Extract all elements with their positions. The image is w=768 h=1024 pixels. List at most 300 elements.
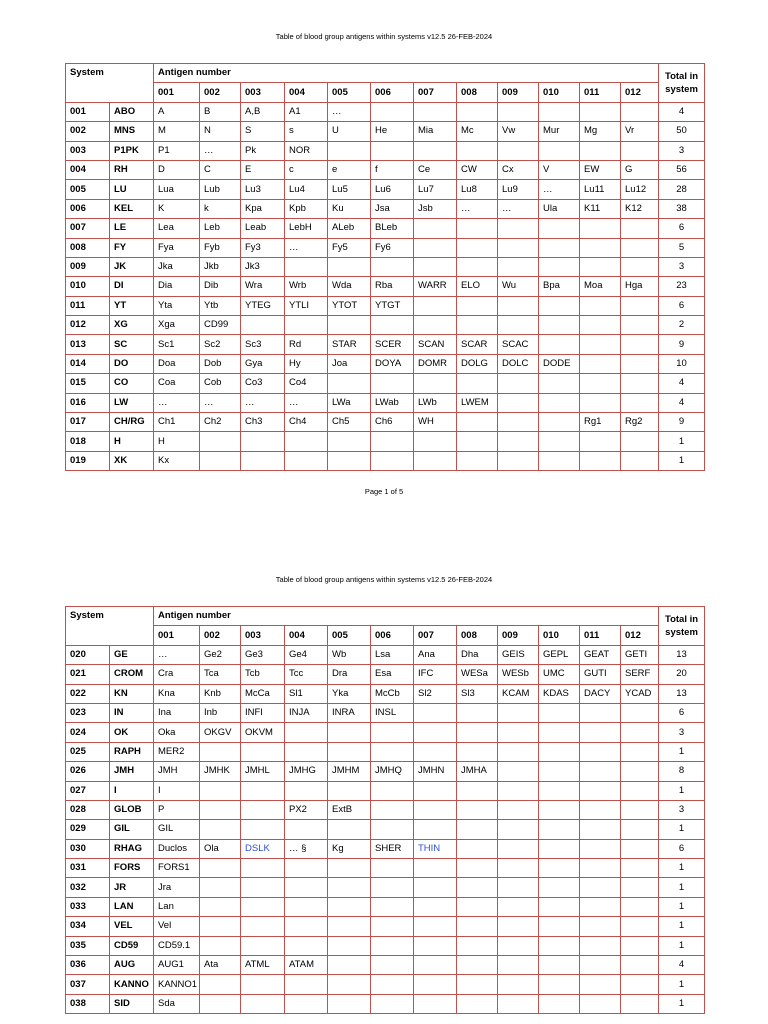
antigen-cell (580, 994, 621, 1013)
antigen-cell: LWab (371, 393, 414, 412)
antigen-cell: k (200, 199, 241, 218)
antigen-cell (328, 859, 371, 878)
antigen-cell (371, 994, 414, 1013)
antigen-cell: KCAM (498, 684, 539, 703)
antigen-cell (457, 820, 498, 839)
antigen-number-header: 001 (154, 626, 200, 645)
antigen-cell (285, 781, 328, 800)
antigen-cell: GEAT (580, 645, 621, 664)
antigen-cell: Tca (200, 665, 241, 684)
table-row (66, 684, 705, 703)
antigen-cell (621, 393, 659, 412)
antigen-cell: JMHG (285, 762, 328, 781)
antigen-cell (200, 936, 241, 955)
antigen-cell: THIN (414, 839, 457, 858)
antigen-cell (621, 374, 659, 393)
system-number: 018 (66, 432, 110, 451)
antigen-cell (414, 994, 457, 1013)
antigen-cell: ExtB (328, 800, 371, 819)
antigen-cell (539, 975, 580, 994)
antigen-cell (328, 956, 371, 975)
total-in-system: 2 (659, 316, 705, 335)
table-row (66, 451, 705, 470)
system-symbol: FY (110, 238, 154, 257)
antigen-cell (328, 141, 371, 160)
antigen-cell (414, 897, 457, 916)
antigen-cell: GUTI (580, 665, 621, 684)
total-in-system: 1 (659, 432, 705, 451)
antigen-cell (241, 820, 285, 839)
antigen-cell: Fyb (200, 238, 241, 257)
system-symbol: GE (110, 645, 154, 664)
antigen-cell: A,B (241, 102, 285, 121)
system-symbol: RH (110, 160, 154, 179)
antigen-cell (580, 451, 621, 470)
total-in-system: 20 (659, 665, 705, 684)
antigen-cell: Gya (241, 354, 285, 373)
antigen-cell (285, 975, 328, 994)
antigen-cell: Ge3 (241, 645, 285, 664)
antigen-cell (498, 820, 539, 839)
antigen-cell (241, 451, 285, 470)
antigen-cell (414, 956, 457, 975)
total-in-system: 8 (659, 762, 705, 781)
antigen-cell: V (539, 160, 580, 179)
antigen-number-header: 002 (200, 626, 241, 645)
antigen-cell (414, 936, 457, 955)
antigen-cell (457, 917, 498, 936)
antigen-cell (241, 878, 285, 897)
antigen-cell (457, 723, 498, 742)
page-footer: Page 1 of 5 (364, 487, 404, 496)
antigen-cell (328, 432, 371, 451)
antigen-cell (539, 413, 580, 432)
antigen-cell: KANNO1 (154, 975, 200, 994)
antigen-cell: Yta (154, 296, 200, 315)
antigen-cell (539, 374, 580, 393)
antigen-cell: He (371, 122, 414, 141)
total-in-system: 1 (659, 878, 705, 897)
system-symbol: KN (110, 684, 154, 703)
antigen-cell: Lu7 (414, 180, 457, 199)
table-row (66, 994, 705, 1013)
antigen-cell (498, 219, 539, 238)
antigen-number-header: 008 (457, 83, 498, 102)
total-in-system: 3 (659, 800, 705, 819)
total-in-system: 1 (659, 742, 705, 761)
table-row (66, 219, 705, 238)
table-row (66, 393, 705, 412)
antigen-cell (371, 800, 414, 819)
antigen-cell (457, 800, 498, 819)
antigen-cell (621, 432, 659, 451)
antigen-cell (539, 956, 580, 975)
antigen-number-header: 006 (371, 626, 414, 645)
antigen-cell (371, 316, 414, 335)
antigen-cell (621, 859, 659, 878)
antigen-cell (580, 238, 621, 257)
antigen-cell (498, 839, 539, 858)
total-in-system: 1 (659, 994, 705, 1013)
system-symbol: SC (110, 335, 154, 354)
antigen-cell: Wrb (285, 277, 328, 296)
antigen-cell: Coa (154, 374, 200, 393)
antigen-cell (498, 413, 539, 432)
system-number: 038 (66, 994, 110, 1013)
antigen-cell: Lu5 (328, 180, 371, 199)
antigen-cell: Sc1 (154, 335, 200, 354)
table-row (66, 374, 705, 393)
antigen-cell (371, 451, 414, 470)
antigen-cell: ELO (457, 277, 498, 296)
antigen-cell: Sl2 (414, 684, 457, 703)
antigen-cell (539, 994, 580, 1013)
antigen-cell (498, 296, 539, 315)
system-symbol: CD59 (110, 936, 154, 955)
antigen-cell: e (328, 160, 371, 179)
system-symbol: LAN (110, 897, 154, 916)
antigen-cell: … (200, 141, 241, 160)
antigen-cell (498, 878, 539, 897)
antigen-cell (414, 451, 457, 470)
antigen-number-header: 010 (539, 626, 580, 645)
total-in-system: 6 (659, 296, 705, 315)
antigen-cell (457, 316, 498, 335)
antigen-cell (498, 257, 539, 276)
antigen-cell (414, 723, 457, 742)
antigen-table-page-2 (65, 606, 705, 1014)
antigen-cell (539, 102, 580, 121)
system-symbol: YT (110, 296, 154, 315)
table-row (66, 180, 705, 199)
antigen-cell: Jk3 (241, 257, 285, 276)
table-row (66, 257, 705, 276)
antigen-cell: Wda (328, 277, 371, 296)
antigen-cell: YTLI (285, 296, 328, 315)
antigen-cell: Lu4 (285, 180, 328, 199)
antigen-number-header: 004 (285, 83, 328, 102)
antigen-cell: Wb (328, 645, 371, 664)
antigen-cell (621, 800, 659, 819)
system-number: 007 (66, 219, 110, 238)
antigen-cell (457, 878, 498, 897)
antigen-cell (241, 781, 285, 800)
antigen-cell: Moa (580, 277, 621, 296)
antigen-cell (539, 839, 580, 858)
table-row (66, 878, 705, 897)
table-row (66, 800, 705, 819)
antigen-cell (328, 781, 371, 800)
antigen-cell (621, 316, 659, 335)
antigen-cell: Ata (200, 956, 241, 975)
antigen-cell: H (154, 432, 200, 451)
antigen-cell: … § (285, 839, 328, 858)
antigen-cell: Rba (371, 277, 414, 296)
antigen-cell (498, 994, 539, 1013)
antigen-cell (328, 936, 371, 955)
antigen-cell: Cob (200, 374, 241, 393)
antigen-cell (371, 859, 414, 878)
antigen-cell (285, 994, 328, 1013)
antigen-cell (371, 917, 414, 936)
antigen-cell (328, 742, 371, 761)
antigen-cell (285, 723, 328, 742)
antigen-cell (457, 936, 498, 955)
total-in-system: 3 (659, 257, 705, 276)
antigen-cell: Doa (154, 354, 200, 373)
antigen-number-header: 005 (328, 626, 371, 645)
antigen-cell (285, 432, 328, 451)
antigen-cell (414, 878, 457, 897)
antigen-cell: Ytb (200, 296, 241, 315)
system-number: 037 (66, 975, 110, 994)
table-row (66, 742, 705, 761)
antigen-cell: K12 (621, 199, 659, 218)
antigen-cell: ATAM (285, 956, 328, 975)
antigen-cell: YTEG (241, 296, 285, 315)
antigen-cell: INRA (328, 703, 371, 722)
system-symbol: P1PK (110, 141, 154, 160)
antigen-cell (539, 316, 580, 335)
antigen-cell (498, 723, 539, 742)
antigen-cell: IFC (414, 665, 457, 684)
system-number: 019 (66, 451, 110, 470)
antigen-cell: … (241, 393, 285, 412)
antigen-cell (580, 374, 621, 393)
total-in-system: 6 (659, 703, 705, 722)
header-system: System (66, 607, 154, 646)
table-row (66, 897, 705, 916)
antigen-cell: Lu8 (457, 180, 498, 199)
antigen-cell (580, 723, 621, 742)
antigen-cell (580, 859, 621, 878)
table-row (66, 975, 705, 994)
antigen-cell (498, 141, 539, 160)
antigen-cell (580, 316, 621, 335)
antigen-cell: Lua (154, 180, 200, 199)
antigen-cell (580, 781, 621, 800)
antigen-cell: Tcc (285, 665, 328, 684)
antigen-cell (285, 878, 328, 897)
antigen-cell: Lub (200, 180, 241, 199)
antigen-cell: SERF (621, 665, 659, 684)
header-numbers-row (66, 83, 705, 102)
antigen-cell (414, 800, 457, 819)
antigen-cell (539, 219, 580, 238)
antigen-cell: K11 (580, 199, 621, 218)
antigen-cell (457, 703, 498, 722)
antigen-cell (200, 859, 241, 878)
antigen-cell: Oka (154, 723, 200, 742)
antigen-cell: DOYA (371, 354, 414, 373)
antigen-cell (328, 994, 371, 1013)
antigen-cell: D (154, 160, 200, 179)
antigen-cell (285, 917, 328, 936)
antigen-cell: LebH (285, 219, 328, 238)
antigen-cell: Sl1 (285, 684, 328, 703)
antigen-cell (498, 975, 539, 994)
system-symbol: GIL (110, 820, 154, 839)
antigen-cell: Lan (154, 897, 200, 916)
antigen-cell: JMH (154, 762, 200, 781)
antigen-cell (621, 335, 659, 354)
antigen-cell (539, 238, 580, 257)
system-symbol: RHAG (110, 839, 154, 858)
antigen-cell (414, 257, 457, 276)
antigen-cell (580, 897, 621, 916)
antigen-cell: Co4 (285, 374, 328, 393)
antigen-number-header: 011 (580, 626, 621, 645)
antigen-cell: LWEM (457, 393, 498, 412)
antigen-cell (539, 393, 580, 412)
antigen-cell (580, 762, 621, 781)
system-number: 028 (66, 800, 110, 819)
antigen-cell (498, 432, 539, 451)
antigen-cell (539, 703, 580, 722)
antigen-cell (621, 839, 659, 858)
antigen-cell: Sda (154, 994, 200, 1013)
antigen-cell (371, 975, 414, 994)
total-in-system: 56 (659, 160, 705, 179)
antigen-cell (200, 878, 241, 897)
antigen-cell: JMHQ (371, 762, 414, 781)
antigen-cell (328, 451, 371, 470)
antigen-cell: … (539, 180, 580, 199)
antigen-cell (457, 296, 498, 315)
antigen-cell: … (200, 393, 241, 412)
antigen-cell (621, 723, 659, 742)
antigen-cell: CD99 (200, 316, 241, 335)
antigen-cell (539, 432, 580, 451)
antigen-cell: Tcb (241, 665, 285, 684)
antigen-number-header: 006 (371, 83, 414, 102)
antigen-cell: SCAC (498, 335, 539, 354)
antigen-cell (200, 820, 241, 839)
antigen-cell (241, 742, 285, 761)
antigen-cell (539, 141, 580, 160)
antigen-cell (328, 316, 371, 335)
antigen-cell (285, 936, 328, 955)
system-symbol: KEL (110, 199, 154, 218)
antigen-cell: MER2 (154, 742, 200, 761)
antigen-cell: K (154, 199, 200, 218)
table-row (66, 354, 705, 373)
antigen-cell (414, 820, 457, 839)
antigen-number-header: 003 (241, 626, 285, 645)
antigen-cell: Lu3 (241, 180, 285, 199)
antigen-cell (539, 936, 580, 955)
total-in-system: 9 (659, 335, 705, 354)
antigen-cell: Hga (621, 277, 659, 296)
system-symbol: OK (110, 723, 154, 742)
antigen-cell: EW (580, 160, 621, 179)
antigen-cell: s (285, 122, 328, 141)
antigen-cell: Lu9 (498, 180, 539, 199)
total-in-system: 6 (659, 839, 705, 858)
antigen-cell (371, 897, 414, 916)
antigen-cell (241, 994, 285, 1013)
antigen-cell (580, 917, 621, 936)
antigen-cell (457, 742, 498, 761)
antigen-cell: Jsa (371, 199, 414, 218)
antigen-cell: Vel (154, 917, 200, 936)
antigen-cell: STAR (328, 335, 371, 354)
antigen-cell: DACY (580, 684, 621, 703)
antigen-cell: Mc (457, 122, 498, 141)
antigen-cell (498, 800, 539, 819)
total-in-system: 1 (659, 897, 705, 916)
antigen-cell (457, 451, 498, 470)
antigen-cell: … (457, 199, 498, 218)
system-symbol: CH/RG (110, 413, 154, 432)
system-symbol: JMH (110, 762, 154, 781)
antigen-cell: Lu11 (580, 180, 621, 199)
antigen-cell (414, 781, 457, 800)
system-symbol: CO (110, 374, 154, 393)
antigen-cell (498, 936, 539, 955)
total-in-system: 13 (659, 645, 705, 664)
antigen-cell: Knb (200, 684, 241, 703)
antigen-cell (539, 800, 580, 819)
table-row (66, 723, 705, 742)
antigen-cell (371, 102, 414, 121)
antigen-cell: Kg (328, 839, 371, 858)
system-number: 012 (66, 316, 110, 335)
antigen-cell: JMHA (457, 762, 498, 781)
system-number: 005 (66, 180, 110, 199)
antigen-cell: Fy6 (371, 238, 414, 257)
antigen-cell (457, 374, 498, 393)
table-row (66, 335, 705, 354)
antigen-cell (371, 956, 414, 975)
system-symbol: IN (110, 703, 154, 722)
antigen-cell: WARR (414, 277, 457, 296)
antigen-cell (200, 800, 241, 819)
antigen-cell (285, 257, 328, 276)
antigen-cell: KDAS (539, 684, 580, 703)
antigen-number-header: 012 (621, 83, 659, 102)
antigen-cell (580, 141, 621, 160)
antigen-cell: Mur (539, 122, 580, 141)
antigen-cell (498, 703, 539, 722)
antigen-cell (414, 102, 457, 121)
antigen-cell: Dha (457, 645, 498, 664)
antigen-number-header: 003 (241, 83, 285, 102)
antigen-cell: … (154, 645, 200, 664)
total-in-system: 4 (659, 102, 705, 121)
system-number: 031 (66, 859, 110, 878)
antigen-cell (457, 859, 498, 878)
antigen-cell (457, 994, 498, 1013)
antigen-cell: Yka (328, 684, 371, 703)
header-antigen-number: Antigen number (154, 607, 659, 626)
antigen-cell: DODE (539, 354, 580, 373)
antigen-cell (285, 897, 328, 916)
antigen-cell (457, 102, 498, 121)
antigen-cell (498, 956, 539, 975)
total-in-system: 1 (659, 451, 705, 470)
antigen-cell: ATML (241, 956, 285, 975)
system-number: 017 (66, 413, 110, 432)
system-number: 014 (66, 354, 110, 373)
antigen-cell (414, 859, 457, 878)
antigen-cell: Fy3 (241, 238, 285, 257)
antigen-cell (414, 703, 457, 722)
antigen-cell: Wra (241, 277, 285, 296)
antigen-cell (371, 781, 414, 800)
antigen-number-header: 007 (414, 626, 457, 645)
antigen-cell: B (200, 102, 241, 121)
